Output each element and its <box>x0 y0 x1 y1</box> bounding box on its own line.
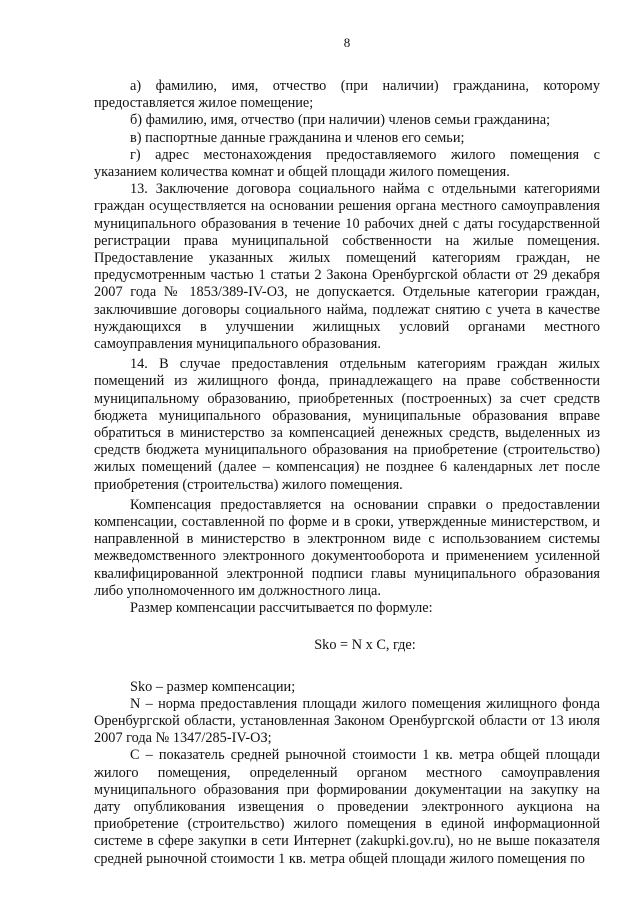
paragraph-item-g: г) адрес местонахождения предоставляемого жилого помещения с указанием количества комнат и общей площади жилого помещения. <box>94 146 600 181</box>
definition-c: C – показатель средней рыночной стоимости 1 кв. метра общей площади жилого помещения, определенный органом местного самоуправления муниципального образования при формировании документации на закупку на дату опубликования извещения о проведении электронного аукциона на приобретение (строительство) жилого помещения в единой информационной системе в сфере закупки в сети Интернет (zakupki.gov.ru), но не выше показателя средней рыночной стоимости 1 кв. метра общей площади жилого помещения по <box>94 747 600 867</box>
paragraph-clause-13: 13. Заключение договора социального найма с отдельными категориями граждан осуществляется на основании решения органа местного самоуправления муниципального образования в течение 10 рабочих дней с даты государственной регистрации права муниципальной собственности на жилые помещения. Предоставление указанных жилых помещений категориям граждан, не предусмотренным частью 1 статьи 2 Закона Оренбургской области от 29 декабря 2007 года № 1853/389-IV-ОЗ, не допускается. Отдельные категории граждан, заключившие договоры социального найма, подлежат снятию с учета в качестве нуждающихся в улучшении жилищных условий органами местного самоуправления муниципального образования. <box>94 181 600 353</box>
document-body-bottom <box>94 679 600 868</box>
document-body-top <box>94 78 600 617</box>
paragraph-item-a: а) фамилию, имя, отчество (при наличии) гражданина, которому предоставляется жилое помещение; <box>94 78 600 112</box>
compensation-formula: Sko = N x C, где: <box>314 637 416 654</box>
paragraph-compensation-basis: Компенсация предоставляется на основании справки о предоставлении компенсации, составленной по форме и в сроки, утвержденные министерством, и направленной в министерство в электронном виде с использованием системы межведомственного электронного документооборота и применением усиленной квалифицированной электронной подписи главы муниципального образования либо уполномоченного им должностного лица. <box>94 496 600 599</box>
paragraph-item-v: в) паспортные данные гражданина и членов его семьи; <box>130 129 465 146</box>
paragraph-clause-14: 14. В случае предоставления отдельным категориям граждан жилых помещений из жилищного фонда, принадлежащего на праве собственности муниципальному образованию, приобретенных (построенных) за счет средств бюджета муниципального образования, муниципальные образования вправе обратиться в министерство за компенсацией денежных средств, выделенных из средств бюджета муниципального образования на приобретение (строительство) жилых помещений (далее – компенсация) не позднее 6 календарных лет после приобретения (строительства) жилого помещения. <box>94 356 600 493</box>
paragraph-formula-intro: Размер компенсации рассчитывается по формуле: <box>130 600 433 617</box>
definition-sko: Sko – размер компенсации; <box>130 678 296 695</box>
page-number: 8 <box>343 35 351 50</box>
definition-n: N – норма предоставления площади жилого помещения жилищного фонда Оренбургской области, установленная Законом Оренбургской области от 13 июля 2007 года № 1347/285-IV-ОЗ; <box>94 695 600 747</box>
paragraph-item-b: б) фамилию, имя, отчество (при наличии) членов семьи гражданина; <box>130 112 551 129</box>
